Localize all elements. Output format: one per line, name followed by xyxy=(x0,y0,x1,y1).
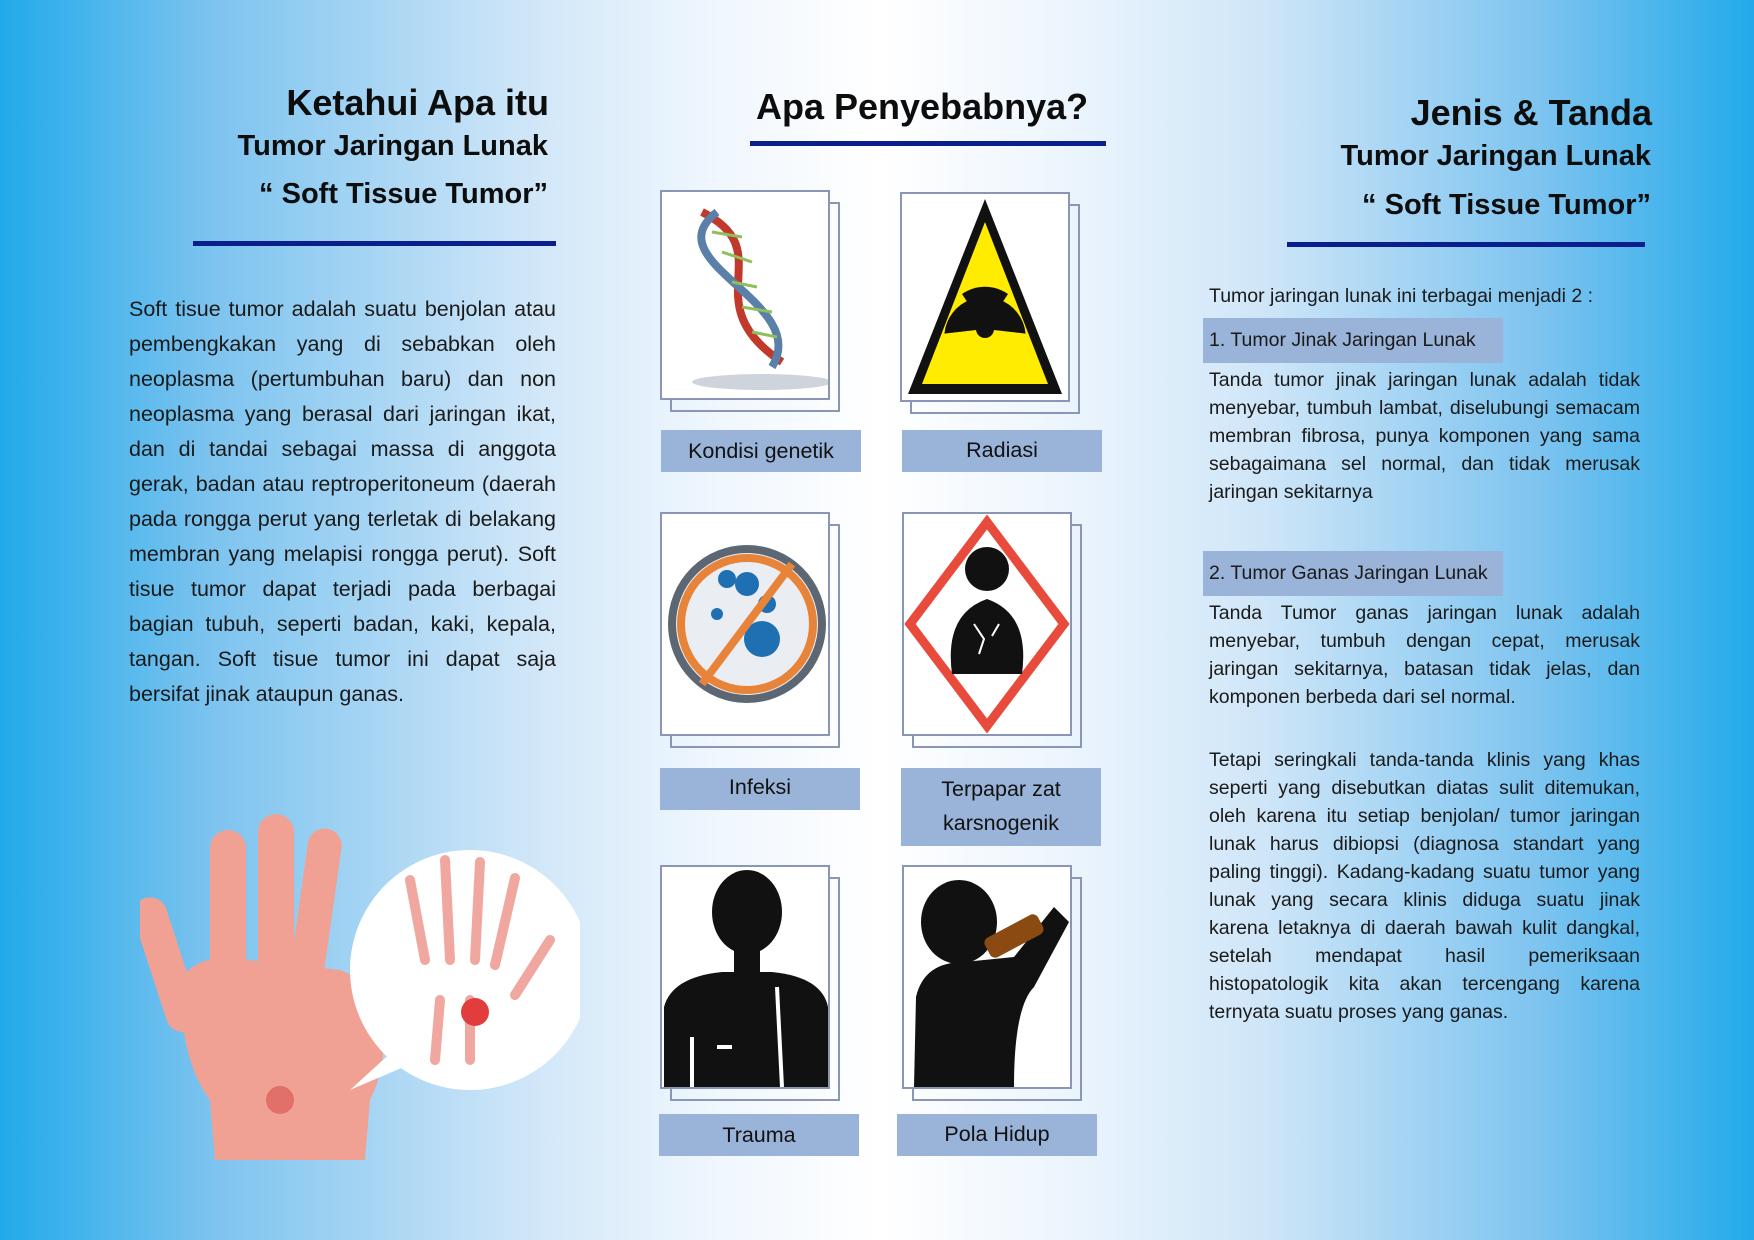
tumor-marker-hand xyxy=(266,1086,294,1114)
middle-title-rule xyxy=(750,141,1106,146)
type2-text: Tanda Tumor ganas jaringan lunak adalah menyebar, tumbuh dengan cepat, merusak jaringan sekitarnya, batasan tidak jelas, dan komponen berbeda dari sel normal. xyxy=(1209,602,1640,708)
tumor-marker-zoom xyxy=(461,998,489,1026)
cause-label-trauma: Trauma xyxy=(659,1114,859,1156)
carcinogen-icon xyxy=(904,514,1070,734)
middle-title: Apa Penyebabnya? xyxy=(756,86,1089,127)
cause-label-radiation: Radiasi xyxy=(902,430,1102,472)
right-title-rule xyxy=(1287,242,1645,247)
trauma-icon xyxy=(662,867,828,1087)
left-subtitle: Tumor Jaringan Lunak xyxy=(237,130,548,162)
hand-illustration xyxy=(140,800,580,1170)
right-tagline: “ Soft Tissue Tumor” xyxy=(1362,189,1651,221)
cause-card-genetic xyxy=(660,190,840,400)
cause-label-infection: Infeksi xyxy=(660,768,860,810)
type1-text: Tanda tumor jinak jaringan lunak adalah tidak menyebar, tumbuh lambat, diselubungi semacam membran fibrosa, punya komponen yang sama sebagaimana sel normal, dan tidak merusak jaringan sekitarnya xyxy=(1209,369,1640,503)
lifestyle-icon xyxy=(904,867,1070,1087)
infection-icon xyxy=(662,514,828,734)
right-title: Jenis & Tanda xyxy=(1410,92,1652,133)
closing-text: Tetapi seringkali tanda-tanda klinis yang khas seperti yang disebutkan diatas sulit ditemukan, oleh karena itu setiap benjolan/ tumor jaringan lunak harus dibiopsi (diagnosa standart yang paling tinggi). Kadang-kadang suatu tumor yang lunak yang secara klinis diduga suatu jinak karena letaknya di daerah bawah kulit dangkal, setelah mendapat hasil pemeriksaan histopatologik kita akan tercengang karena ternyata suatu proses yang ganas. xyxy=(1209,749,1640,1023)
right-subtitle: Tumor Jaringan Lunak xyxy=(1340,140,1651,172)
cause-label-carcinogen: Terpapar zat karsnogenik xyxy=(901,768,1101,846)
cause-card-lifestyle xyxy=(902,865,1082,1075)
cause-label-lifestyle: Pola Hidup xyxy=(897,1114,1097,1156)
left-paragraph: Soft tisue tumor adalah suatu benjolan atau pembengkakan yang di sebabkan oleh neoplasma (pertumbuhan baru) dan non neoplasma yang berasal dari jaringan ikat, dan di tandai sebagai massa di anggota gerak, badan atau reptroperitoneum (daerah pada rongga perut yang terletak di belakang membran yang melapisi rongga perut). Soft tisue tumor dapat terjadi pada berbagai bagian tubuh, seperti badan, kaki, kepala, tangan. Soft tisue tumor ini dapat saja bersifat jinak ataupun ganas. xyxy=(129,297,556,706)
dna-icon xyxy=(662,192,828,398)
left-tagline: “ Soft Tissue Tumor” xyxy=(259,178,548,210)
cause-card-infection xyxy=(660,512,840,722)
cause-label-genetic: Kondisi genetik xyxy=(661,430,861,472)
left-title: Ketahui Apa itu xyxy=(286,82,549,123)
type1-heading: 1. Tumor Jinak Jaringan Lunak xyxy=(1203,318,1503,363)
type2-heading: 2. Tumor Ganas Jaringan Lunak xyxy=(1203,551,1503,596)
cause-card-carcinogen xyxy=(902,512,1082,722)
left-title-rule xyxy=(193,241,556,246)
radiation-icon xyxy=(902,194,1068,400)
cause-card-radiation xyxy=(900,192,1080,402)
right-intro: Tumor jaringan lunak ini terbagai menjadi 2 : xyxy=(1209,285,1594,307)
cause-card-trauma xyxy=(660,865,840,1075)
